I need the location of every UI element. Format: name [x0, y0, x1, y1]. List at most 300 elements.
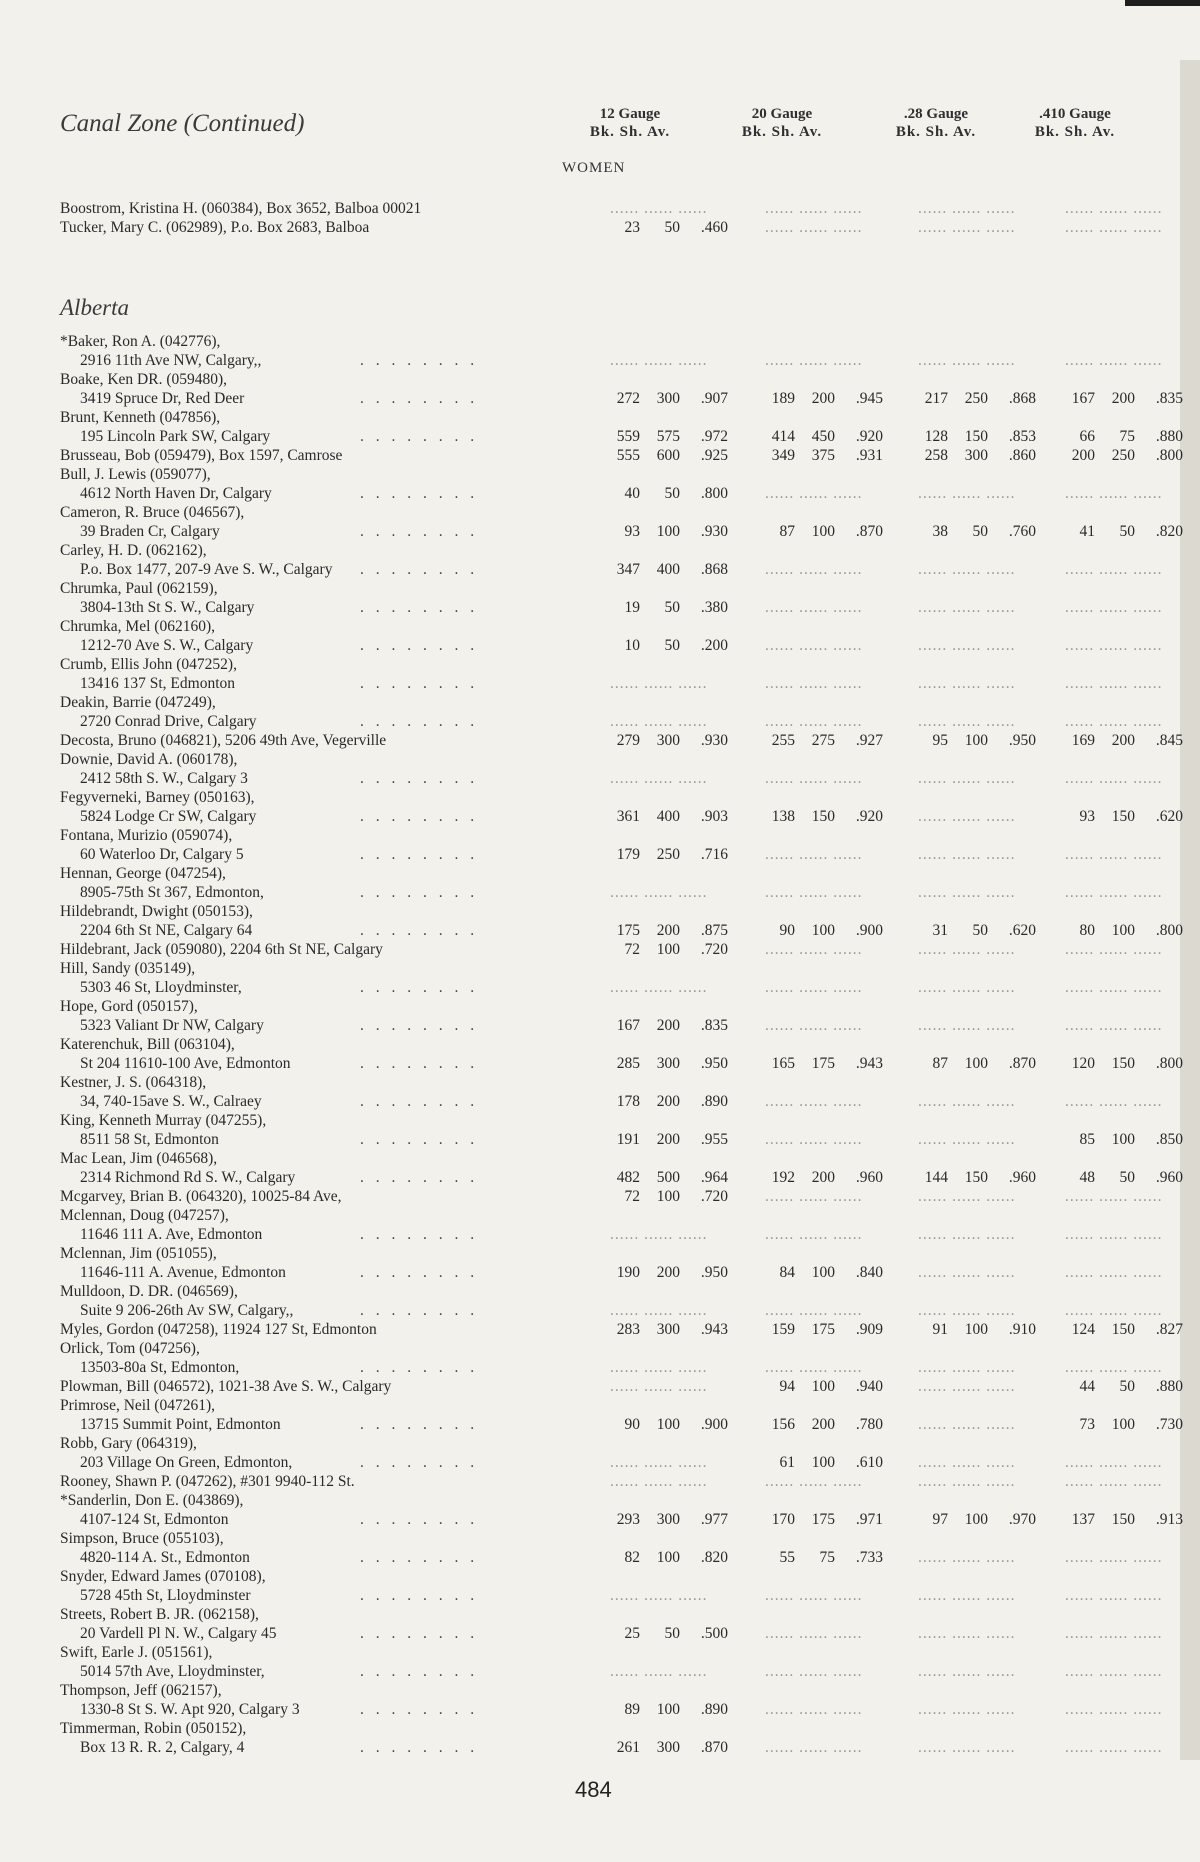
broken-value: 138: [771, 808, 795, 825]
average-value: .945: [855, 390, 883, 407]
shot-value: 575: [656, 428, 680, 445]
gauge-cell: [908, 427, 1058, 446]
broken-value: 25: [624, 1625, 640, 1642]
shooter-name: Crumb, Ellis John (047252),: [60, 656, 237, 673]
gauge-cell: [1055, 389, 1200, 408]
average-value: .835: [700, 1017, 728, 1034]
average-value: .845: [1155, 732, 1183, 749]
empty-cell: ...... ...... ......: [918, 1587, 1016, 1604]
shooter-name: Fontana, Murizio (059074),: [60, 827, 233, 844]
average-value: .733: [855, 1549, 883, 1566]
shot-value: 200: [1111, 732, 1135, 749]
gauge-cell: [600, 940, 750, 959]
shooter-address: Box 13 R. R. 2, Calgary, 4: [80, 1739, 245, 1756]
empty-cell: ...... ...... ......: [610, 713, 708, 730]
dot-leader: . . . . . . . .: [360, 1701, 479, 1718]
broken-value: 167: [616, 1017, 640, 1034]
empty-cell: ...... ...... ......: [765, 637, 863, 654]
gauge-cell: [1055, 1092, 1200, 1111]
empty-cell: ...... ...... ......: [1065, 1625, 1163, 1642]
broken-value: 156: [771, 1416, 795, 1433]
shooter-address: 11646 111 A. Ave, Edmonton: [80, 1226, 263, 1243]
empty-cell: ...... ...... ......: [918, 884, 1016, 901]
empty-cell: ...... ...... ......: [1065, 1264, 1163, 1281]
empty-cell: ...... ...... ......: [918, 561, 1016, 578]
empty-cell: ...... ...... ......: [765, 1302, 863, 1319]
gauge-cell: [1055, 1016, 1200, 1035]
dot-leader: . . . . . . . .: [360, 1549, 479, 1566]
shot-value: 50: [1119, 1169, 1135, 1186]
gauge-cell: [755, 978, 905, 997]
gauge-cell: [600, 1168, 750, 1187]
broken-value: 87: [932, 1055, 948, 1072]
average-value: .840: [855, 1264, 883, 1281]
shot-value: 200: [811, 1169, 835, 1186]
shooter-address: 13503-80a St, Edmonton,: [80, 1359, 240, 1376]
empty-cell: ...... ...... ......: [918, 1663, 1016, 1680]
shot-value: 200: [656, 1131, 680, 1148]
adjacent-page-edge: [1180, 60, 1200, 1760]
empty-cell: ...... ...... ......: [1065, 675, 1163, 692]
shot-value: 100: [811, 1264, 835, 1281]
gauge-cell: [1055, 1453, 1200, 1472]
shooter-address: 2720 Conrad Drive, Calgary: [80, 713, 257, 730]
broken-value: 170: [771, 1511, 795, 1528]
empty-cell: ...... ...... ......: [1065, 1473, 1163, 1490]
gauge-cell: [908, 1738, 1058, 1757]
gauge-cell: [908, 978, 1058, 997]
shot-value: 300: [656, 1511, 680, 1528]
gauge-cell: [908, 1358, 1058, 1377]
empty-cell: ...... ...... ......: [1065, 200, 1163, 217]
broken-value: 347: [616, 561, 640, 578]
shooter-name: Mac Lean, Jim (046568),: [60, 1150, 218, 1167]
empty-cell: ...... ...... ......: [610, 352, 708, 369]
gauge-cell: [1055, 1700, 1200, 1719]
gauge-cell: [755, 1358, 905, 1377]
shooter-name: Primrose, Neil (047261),: [60, 1397, 215, 1414]
gauge-cell: [908, 218, 1058, 237]
gauge-cell: [1055, 1662, 1200, 1681]
gauge-cell: [755, 484, 905, 503]
gauge-cell: [1055, 446, 1200, 465]
gauge-cell: [600, 845, 750, 864]
shot-value: 100: [1111, 1416, 1135, 1433]
shot-value: 150: [1111, 1511, 1135, 1528]
gauge-cell: [908, 522, 1058, 541]
gauge-cell: [755, 351, 905, 370]
shot-value: 150: [1111, 1055, 1135, 1072]
empty-cell: ...... ...... ......: [1065, 219, 1163, 236]
gauge-cell: [600, 1415, 750, 1434]
average-value: .800: [1155, 447, 1183, 464]
gauge-cell: [755, 427, 905, 446]
average-value: .880: [1155, 428, 1183, 445]
shooter-address: 5824 Lodge Cr SW, Calgary: [80, 808, 257, 825]
empty-cell: ...... ...... ......: [765, 1625, 863, 1642]
shooter-address: 5323 Valiant Dr NW, Calgary: [80, 1017, 264, 1034]
average-value: .909: [855, 1321, 883, 1338]
gauge-cell: [908, 1700, 1058, 1719]
shooter-name: Hennan, George (047254),: [60, 865, 226, 882]
gauge-cell: [908, 199, 1058, 218]
average-value: .900: [700, 1416, 728, 1433]
average-value: .977: [700, 1511, 728, 1528]
average-value: .868: [700, 561, 728, 578]
broken-value: 128: [924, 428, 948, 445]
broken-value: 82: [624, 1549, 640, 1566]
gauge-cell: [600, 351, 750, 370]
dot-leader: . . . . . . . .: [360, 979, 479, 996]
shot-value: 250: [1111, 447, 1135, 464]
empty-cell: ...... ...... ......: [765, 1188, 863, 1205]
shot-value: 200: [656, 1017, 680, 1034]
dot-leader: . . . . . . . .: [360, 1454, 479, 1471]
empty-cell: ...... ...... ......: [918, 675, 1016, 692]
empty-cell: ...... ...... ......: [918, 1188, 1016, 1205]
gauge-cell: [908, 484, 1058, 503]
average-value: .610: [855, 1454, 883, 1471]
gauge-cell: [1055, 1415, 1200, 1434]
empty-cell: ...... ...... ......: [765, 1663, 863, 1680]
shot-value: 100: [656, 523, 680, 540]
empty-cell: ...... ...... ......: [765, 561, 863, 578]
broken-value: 482: [616, 1169, 640, 1186]
shooter-name: Boostrom, Kristina H. (060384), Box 3652, Balboa 00021: [60, 200, 422, 217]
gauge-columns: Bk. Sh. Av.: [1034, 124, 1116, 140]
broken-value: 279: [616, 732, 640, 749]
average-value: .950: [700, 1055, 728, 1072]
gauge-header-28: [866, 105, 1006, 141]
gauge-cell: [1055, 636, 1200, 655]
broken-value: 555: [616, 447, 640, 464]
gauge-cell: [600, 1377, 750, 1396]
gauge-cell: [908, 351, 1058, 370]
shot-value: 50: [972, 523, 988, 540]
gauge-cell: [755, 1624, 905, 1643]
gauge-cell: [908, 1624, 1058, 1643]
dot-leader: . . . . . . . .: [360, 846, 479, 863]
empty-cell: ...... ...... ......: [610, 200, 708, 217]
shooter-name: Kestner, J. S. (064318),: [60, 1074, 207, 1091]
shot-value: 200: [656, 1093, 680, 1110]
shooter-address: 2412 58th S. W., Calgary 3: [80, 770, 248, 787]
shooter-name: Mulldoon, D. DR. (046569),: [60, 1283, 238, 1300]
empty-cell: ...... ...... ......: [1065, 1093, 1163, 1110]
average-value: .970: [1008, 1511, 1036, 1528]
shooter-address: 20 Vardell Pl N. W., Calgary 45: [80, 1625, 277, 1642]
shot-value: 50: [664, 599, 680, 616]
gauge-cell: [1055, 1187, 1200, 1206]
average-value: .850: [1155, 1131, 1183, 1148]
broken-value: 23: [624, 219, 640, 236]
shooter-address: 203 Village On Green, Edmonton,: [80, 1454, 293, 1471]
gauge-cell: [600, 598, 750, 617]
broken-value: 189: [771, 390, 795, 407]
empty-cell: ...... ...... ......: [610, 770, 708, 787]
broken-value: 66: [1079, 428, 1095, 445]
gauge-cell: [755, 1662, 905, 1681]
gauge-cell: [600, 712, 750, 731]
gauge-cell: [908, 674, 1058, 693]
empty-cell: ...... ...... ......: [610, 1587, 708, 1604]
empty-cell: ...... ...... ......: [1065, 485, 1163, 502]
shooter-address: 5014 57th Ave, Lloydminster,: [80, 1663, 265, 1680]
shot-value: 50: [1119, 1378, 1135, 1395]
empty-cell: ...... ...... ......: [918, 846, 1016, 863]
gauge-cell: [755, 1320, 905, 1339]
page-number: 484: [575, 1777, 612, 1802]
shot-value: 75: [1119, 428, 1135, 445]
average-value: .820: [1155, 523, 1183, 540]
gauge-cell: [600, 674, 750, 693]
broken-value: 61: [779, 1454, 795, 1471]
shot-value: 50: [1119, 523, 1135, 540]
gauge-cell: [600, 1092, 750, 1111]
women-label: WOMEN: [562, 160, 626, 176]
broken-value: 169: [1071, 732, 1095, 749]
gauge-cell: [755, 807, 905, 826]
empty-cell: ...... ...... ......: [1065, 1017, 1163, 1034]
broken-value: 85: [1079, 1131, 1095, 1148]
gauge-cell: [1055, 921, 1200, 940]
dot-leader: . . . . . . . .: [360, 770, 479, 787]
gauge-cell: [600, 1054, 750, 1073]
gauge-cell: [1055, 883, 1200, 902]
gauge-cell: [908, 731, 1058, 750]
broken-value: 137: [1071, 1511, 1095, 1528]
gauge-cell: [908, 1301, 1058, 1320]
empty-cell: ...... ...... ......: [765, 846, 863, 863]
dot-leader: . . . . . . . .: [360, 352, 479, 369]
average-value: .820: [700, 1549, 728, 1566]
shot-value: 500: [656, 1169, 680, 1186]
broken-value: 200: [1071, 447, 1095, 464]
broken-value: 55: [779, 1549, 795, 1566]
gauge-label: 20 Gauge: [751, 106, 813, 122]
gauge-cell: [908, 1453, 1058, 1472]
gauge-label: .28 Gauge: [903, 106, 969, 122]
gauge-cell: [1055, 427, 1200, 446]
gauge-cell: [1055, 351, 1200, 370]
broken-value: 94: [779, 1378, 795, 1395]
gauge-cell: [1055, 940, 1200, 959]
dot-leader: . . . . . . . .: [360, 808, 479, 825]
broken-value: 293: [616, 1511, 640, 1528]
empty-cell: ...... ...... ......: [918, 1473, 1016, 1490]
average-value: .780: [855, 1416, 883, 1433]
empty-cell: ...... ...... ......: [765, 1473, 863, 1490]
empty-cell: ...... ...... ......: [765, 884, 863, 901]
empty-cell: ...... ...... ......: [918, 1701, 1016, 1718]
gauge-cell: [908, 883, 1058, 902]
broken-value: 192: [771, 1169, 795, 1186]
shot-value: 100: [811, 1378, 835, 1395]
shot-value: 50: [972, 922, 988, 939]
shooter-name: Orlick, Tom (047256),: [60, 1340, 200, 1357]
broken-value: 217: [924, 390, 948, 407]
empty-cell: ...... ...... ......: [610, 884, 708, 901]
broken-value: 89: [624, 1701, 640, 1718]
shot-value: 300: [656, 1055, 680, 1072]
gauge-cell: [1055, 1168, 1200, 1187]
gauge-cell: [1055, 1738, 1200, 1757]
broken-value: 559: [616, 428, 640, 445]
gauge-cell: [755, 1016, 905, 1035]
gauge-cell: [600, 921, 750, 940]
empty-cell: ...... ...... ......: [1065, 1663, 1163, 1680]
empty-cell: ...... ...... ......: [765, 675, 863, 692]
broken-value: 80: [1079, 922, 1095, 939]
gauge-cell: [600, 1263, 750, 1282]
gauge-cell: [908, 1472, 1058, 1491]
shooter-address: 8511 58 St, Edmonton: [80, 1131, 219, 1148]
average-value: .720: [700, 941, 728, 958]
gauge-cell: [600, 446, 750, 465]
shooter-name: Tucker, Mary C. (062989), P.o. Box 2683, Balboa: [60, 219, 370, 236]
shooter-address: 8905-75th St 367, Edmonton,: [80, 884, 264, 901]
shooter-address: 4820-114 A. St., Edmonton: [80, 1549, 250, 1566]
shot-value: 175: [811, 1055, 835, 1072]
shot-value: 200: [811, 390, 835, 407]
shot-value: 200: [656, 922, 680, 939]
broken-value: 10: [624, 637, 640, 654]
empty-cell: ...... ...... ......: [918, 979, 1016, 996]
shooter-address: 11646-111 A. Avenue, Edmonton: [80, 1264, 286, 1281]
shot-value: 300: [656, 1739, 680, 1756]
empty-cell: ...... ...... ......: [1065, 979, 1163, 996]
average-value: .930: [700, 523, 728, 540]
average-value: .890: [700, 1701, 728, 1718]
gauge-header-410: [1005, 105, 1145, 141]
average-value: .730: [1155, 1416, 1183, 1433]
gauge-cell: [600, 769, 750, 788]
empty-cell: ...... ...... ......: [918, 1302, 1016, 1319]
shooter-name: Deakin, Barrie (047249),: [60, 694, 216, 711]
average-value: .920: [855, 808, 883, 825]
shooter-name: Chrumka, Paul (062159),: [60, 580, 218, 597]
shot-value: 50: [664, 219, 680, 236]
gauge-cell: [755, 560, 905, 579]
gauge-cell: [1055, 1320, 1200, 1339]
gauge-header-12: [560, 105, 700, 141]
shot-value: 100: [811, 523, 835, 540]
shot-value: 150: [964, 428, 988, 445]
gauge-cell: [908, 712, 1058, 731]
broken-value: 190: [616, 1264, 640, 1281]
gauge-cell: [908, 598, 1058, 617]
shot-value: 100: [964, 732, 988, 749]
broken-value: 40: [624, 485, 640, 502]
average-value: .910: [1008, 1321, 1036, 1338]
gauge-cell: [1055, 1472, 1200, 1491]
empty-cell: ...... ...... ......: [918, 200, 1016, 217]
shooter-address: 1330-8 St S. W. Apt 920, Calgary 3: [80, 1701, 300, 1718]
empty-cell: ...... ...... ......: [918, 485, 1016, 502]
empty-cell: ...... ...... ......: [1065, 352, 1163, 369]
empty-cell: ...... ...... ......: [918, 1416, 1016, 1433]
dot-leader: . . . . . . . .: [360, 1511, 479, 1528]
shot-value: 450: [811, 428, 835, 445]
empty-cell: ...... ...... ......: [1065, 941, 1163, 958]
dot-leader: . . . . . . . .: [360, 1264, 479, 1281]
gauge-cell: [755, 598, 905, 617]
broken-value: 167: [1071, 390, 1095, 407]
gauge-cell: [1055, 712, 1200, 731]
gauge-cell: [600, 978, 750, 997]
gauge-cell: [908, 560, 1058, 579]
average-value: .460: [700, 219, 728, 236]
average-value: .716: [700, 846, 728, 863]
shot-value: 250: [964, 390, 988, 407]
empty-cell: ...... ...... ......: [918, 352, 1016, 369]
shot-value: 300: [656, 390, 680, 407]
gauge-cell: [908, 1092, 1058, 1111]
shooter-name: Cameron, R. Bruce (046567),: [60, 504, 245, 521]
empty-cell: ...... ...... ......: [765, 1131, 863, 1148]
average-value: .860: [1008, 447, 1036, 464]
gauge-cell: [908, 1225, 1058, 1244]
gauge-cell: [1055, 807, 1200, 826]
gauge-cell: [1055, 1624, 1200, 1643]
empty-cell: ...... ...... ......: [1065, 846, 1163, 863]
gauge-cell: [755, 446, 905, 465]
dot-leader: . . . . . . . .: [360, 1359, 479, 1376]
gauge-cell: [600, 1016, 750, 1035]
shooter-address: 2204 6th St NE, Calgary 64: [80, 922, 253, 939]
broken-value: 93: [624, 523, 640, 540]
gauge-cell: [600, 427, 750, 446]
shooter-name: Decosta, Bruno (046821), 5206 49th Ave, Vegerville: [60, 732, 387, 749]
dot-leader: . . . . . . . .: [360, 1302, 479, 1319]
gauge-cell: [600, 389, 750, 408]
broken-value: 179: [616, 846, 640, 863]
broken-value: 90: [779, 922, 795, 939]
gauge-cell: [755, 1472, 905, 1491]
average-value: .972: [700, 428, 728, 445]
gauge-cell: [600, 1586, 750, 1605]
dot-leader: . . . . . . . .: [360, 523, 479, 540]
shooter-name: Swift, Earle J. (051561),: [60, 1644, 213, 1661]
dot-leader: . . . . . . . .: [360, 390, 479, 407]
average-value: .940: [855, 1378, 883, 1395]
empty-cell: ...... ...... ......: [765, 1017, 863, 1034]
broken-value: 165: [771, 1055, 795, 1072]
shot-value: 100: [656, 1416, 680, 1433]
shot-value: 400: [656, 808, 680, 825]
shooter-name: Brunt, Kenneth (047856),: [60, 409, 221, 426]
average-value: .868: [1008, 390, 1036, 407]
shot-value: 100: [656, 1188, 680, 1205]
average-value: .960: [1008, 1169, 1036, 1186]
empty-cell: ...... ...... ......: [610, 1663, 708, 1680]
broken-value: 349: [771, 447, 795, 464]
dot-leader: . . . . . . . .: [360, 1587, 479, 1604]
shooter-name: Streets, Robert B. JR. (062158),: [60, 1606, 259, 1623]
gauge-cell: [1055, 1225, 1200, 1244]
shot-value: 300: [656, 732, 680, 749]
gauge-cell: [1055, 1263, 1200, 1282]
shot-value: 50: [664, 637, 680, 654]
dot-leader: . . . . . . . .: [360, 1416, 479, 1433]
shot-value: 100: [656, 941, 680, 958]
shot-value: 250: [656, 846, 680, 863]
shooter-name: Timmerman, Robin (050152),: [60, 1720, 247, 1737]
gauge-cell: [908, 845, 1058, 864]
broken-value: 191: [616, 1131, 640, 1148]
gauge-cell: [755, 1377, 905, 1396]
gauge-columns: Bk. Sh. Av.: [741, 124, 823, 140]
